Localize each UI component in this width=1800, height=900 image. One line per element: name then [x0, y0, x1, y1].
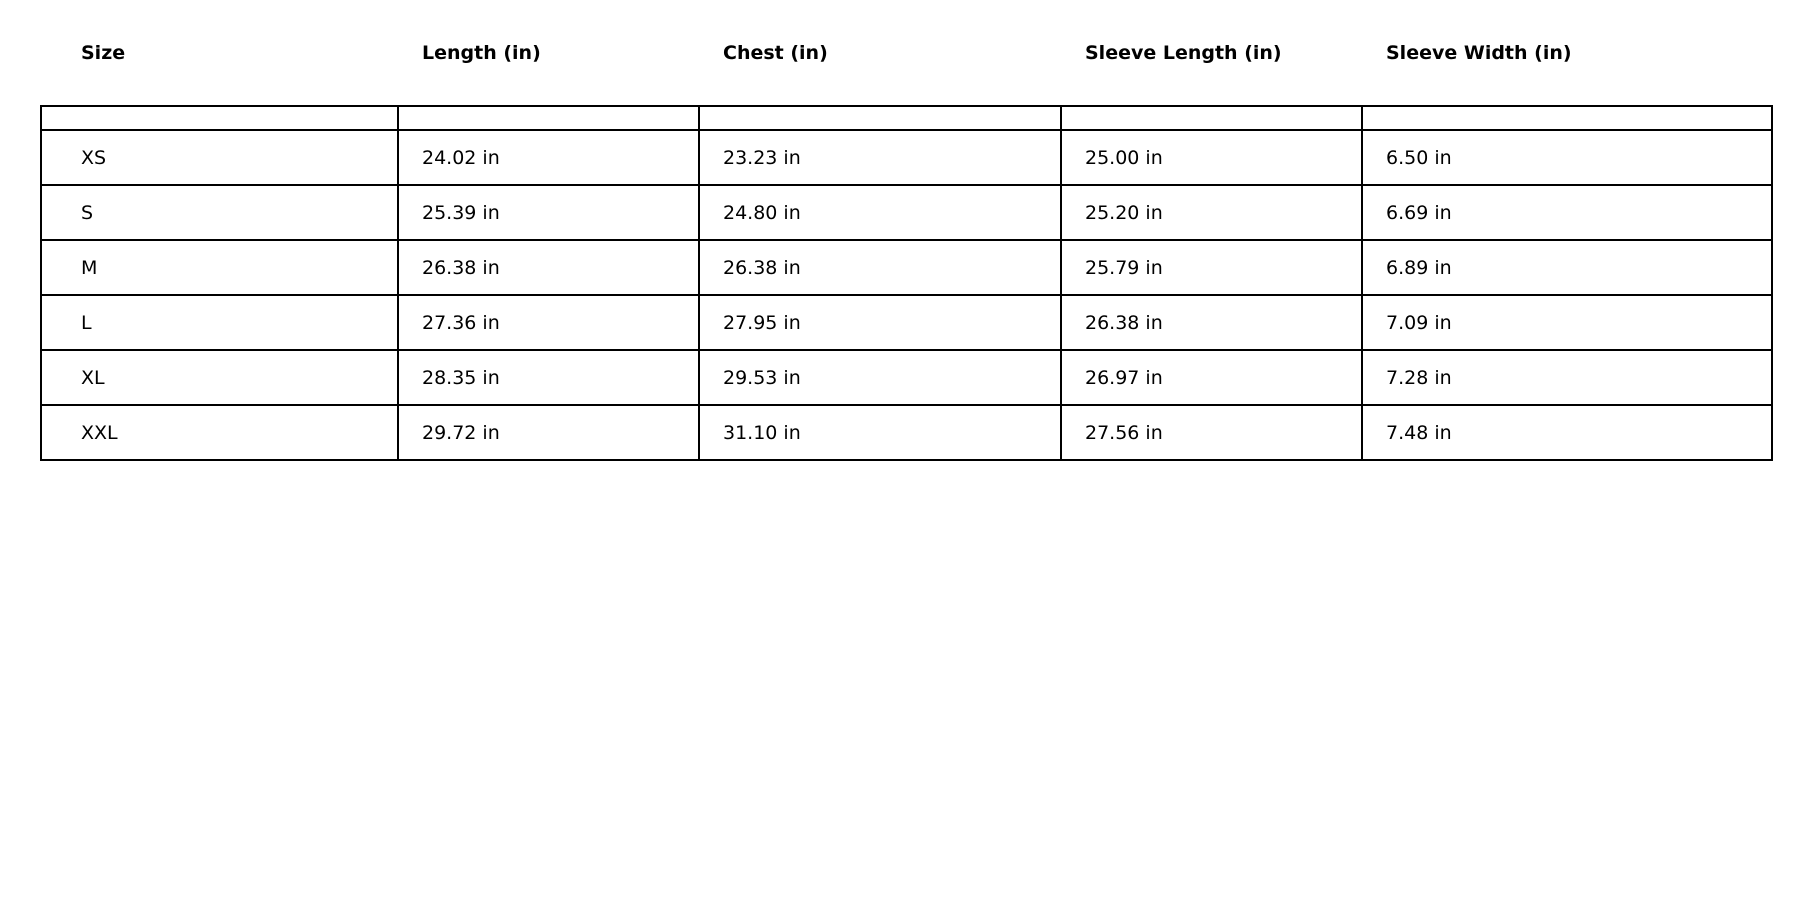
- sleeve-length-cell: [1061, 130, 1362, 185]
- table-row: [41, 240, 1772, 295]
- header-label: Chest (in): [723, 41, 828, 64]
- cell-text: M: [81, 256, 98, 279]
- size-cell: [41, 185, 398, 240]
- size-cell: [41, 295, 398, 350]
- cell-text: 25.39 in: [422, 201, 500, 224]
- sleeve-width-cell: [1362, 185, 1772, 240]
- cell-text: 6.89 in: [1386, 256, 1452, 279]
- header-label: Length (in): [422, 41, 541, 64]
- cell-text: 26.38 in: [723, 256, 801, 279]
- size-cell: [41, 405, 398, 460]
- header-size: [41, 0, 398, 106]
- cell-text: 23.23 in: [723, 146, 801, 169]
- sleeve-length-cell: [1061, 185, 1362, 240]
- sleeve-width-cell: [1362, 350, 1772, 405]
- length-cell: [398, 350, 699, 405]
- sleeve-length-cell: [1061, 405, 1362, 460]
- cell-text: 27.36 in: [422, 311, 500, 334]
- header-label: Sleeve Length (in): [1085, 41, 1282, 64]
- cell-text: 27.95 in: [723, 311, 801, 334]
- cell-text: 26.38 in: [1085, 311, 1163, 334]
- empty-cell: [41, 106, 398, 130]
- cell-text: 24.80 in: [723, 201, 801, 224]
- chest-cell: [699, 185, 1061, 240]
- header-sleeve-width: [1362, 0, 1772, 106]
- sleeve-width-cell: [1362, 405, 1772, 460]
- cell-text: 27.56 in: [1085, 421, 1163, 444]
- sleeve-length-cell: [1061, 295, 1362, 350]
- sleeve-length-cell: [1061, 240, 1362, 295]
- table-row: [41, 350, 1772, 405]
- cell-text: S: [81, 201, 94, 224]
- cell-text: 7.28 in: [1386, 366, 1452, 389]
- cell-text: 26.38 in: [422, 256, 500, 279]
- size-cell: [41, 240, 398, 295]
- length-cell: [398, 185, 699, 240]
- table-row: [41, 295, 1772, 350]
- header-sleeve-length: [1061, 0, 1362, 106]
- cell-text: XL: [81, 366, 105, 389]
- cell-text: 6.50 in: [1386, 146, 1452, 169]
- cell-text: 31.10 in: [723, 421, 801, 444]
- cell-text: 7.09 in: [1386, 311, 1452, 334]
- length-cell: [398, 240, 699, 295]
- header-chest: [699, 0, 1061, 106]
- cell-text: 25.20 in: [1085, 201, 1163, 224]
- cell-text: 28.35 in: [422, 366, 500, 389]
- cell-text: L: [81, 311, 92, 334]
- header-label: Size: [81, 41, 126, 64]
- length-cell: [398, 295, 699, 350]
- cell-text: XXL: [81, 421, 118, 444]
- empty-cell: [398, 106, 699, 130]
- cell-text: 25.00 in: [1085, 146, 1163, 169]
- cell-text: 29.53 in: [723, 366, 801, 389]
- table-header-row: [41, 0, 1772, 106]
- header-label: Sleeve Width (in): [1386, 41, 1572, 64]
- size-cell: [41, 350, 398, 405]
- chest-cell: [699, 130, 1061, 185]
- chest-cell: [699, 295, 1061, 350]
- size-chart-table: [40, 0, 1773, 461]
- sleeve-length-cell: [1061, 350, 1362, 405]
- cell-text: 25.79 in: [1085, 256, 1163, 279]
- cell-text: 29.72 in: [422, 421, 500, 444]
- empty-cell: [1362, 106, 1772, 130]
- cell-text: 6.69 in: [1386, 201, 1452, 224]
- table-row: [41, 405, 1772, 460]
- empty-row: [41, 106, 1772, 130]
- cell-text: 26.97 in: [1085, 366, 1163, 389]
- header-length: [398, 0, 699, 106]
- cell-text: 24.02 in: [422, 146, 500, 169]
- sleeve-width-cell: [1362, 130, 1772, 185]
- cell-text: 7.48 in: [1386, 421, 1452, 444]
- cell-text: XS: [81, 146, 107, 169]
- empty-cell: [699, 106, 1061, 130]
- table-row: [41, 185, 1772, 240]
- chest-cell: [699, 405, 1061, 460]
- empty-cell: [1061, 106, 1362, 130]
- table-row: [41, 130, 1772, 185]
- size-cell: [41, 130, 398, 185]
- length-cell: [398, 130, 699, 185]
- sleeve-width-cell: [1362, 295, 1772, 350]
- sleeve-width-cell: [1362, 240, 1772, 295]
- length-cell: [398, 405, 699, 460]
- chest-cell: [699, 240, 1061, 295]
- chest-cell: [699, 350, 1061, 405]
